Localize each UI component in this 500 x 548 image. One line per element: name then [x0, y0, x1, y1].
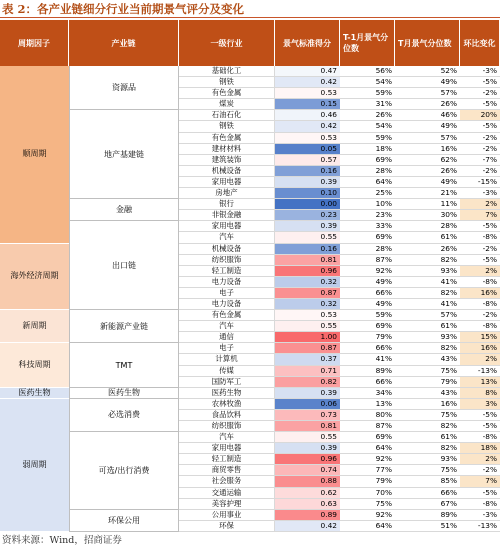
- mom-change: -15%: [460, 177, 500, 188]
- industry-name: 轻工制造: [179, 454, 275, 465]
- prev-percentile: 69%: [340, 155, 395, 166]
- mom-change: -13%: [460, 366, 500, 377]
- score-value: 0.63: [275, 499, 340, 510]
- mom-change: 18%: [460, 443, 500, 454]
- cycle-group: 顺周期: [0, 66, 69, 244]
- score-value: 0.87: [275, 343, 340, 354]
- header-prev-pct: T-1月景气分位数: [340, 20, 395, 66]
- mom-change: -8%: [460, 499, 500, 510]
- score-value: 0.00: [275, 199, 340, 210]
- score-value: 0.96: [275, 454, 340, 465]
- curr-percentile: 11%: [395, 199, 460, 210]
- industry-name: 房地产: [179, 188, 275, 199]
- prev-percentile: 69%: [340, 232, 395, 243]
- curr-percentile: 61%: [395, 232, 460, 243]
- industry-name: 通信: [179, 332, 275, 343]
- industry-name: 钢铁: [179, 121, 275, 132]
- mom-change: -8%: [460, 432, 500, 443]
- score-value: 0.16: [275, 244, 340, 255]
- prev-percentile: 66%: [340, 288, 395, 299]
- prev-percentile: 41%: [340, 354, 395, 365]
- score-value: 0.81: [275, 255, 340, 266]
- mom-change: -13%: [460, 521, 500, 532]
- prev-percentile: 77%: [340, 465, 395, 476]
- score-value: 0.15: [275, 99, 340, 110]
- prev-percentile: 59%: [340, 88, 395, 99]
- curr-percentile: 28%: [395, 221, 460, 232]
- prev-percentile: 33%: [340, 221, 395, 232]
- mom-change: -2%: [460, 310, 500, 321]
- score-value: 0.05: [275, 144, 340, 155]
- curr-percentile: 61%: [395, 432, 460, 443]
- industry-name: 有色金属: [179, 88, 275, 99]
- prev-percentile: 87%: [340, 421, 395, 432]
- curr-percentile: 49%: [395, 77, 460, 88]
- mom-change: 2%: [460, 266, 500, 277]
- prev-percentile: 23%: [340, 210, 395, 221]
- industry-name: 家用电器: [179, 443, 275, 454]
- industry-name: 环保: [179, 521, 275, 532]
- prev-percentile: 54%: [340, 121, 395, 132]
- curr-percentile: 26%: [395, 244, 460, 255]
- prev-percentile: 26%: [340, 110, 395, 121]
- curr-percentile: 57%: [395, 133, 460, 144]
- curr-percentile: 46%: [395, 110, 460, 121]
- curr-percentile: 26%: [395, 99, 460, 110]
- curr-percentile: 43%: [395, 388, 460, 399]
- curr-percentile: 41%: [395, 299, 460, 310]
- score-value: 0.37: [275, 354, 340, 365]
- chain-cell: 可选/出行消费: [69, 432, 179, 510]
- mom-change: -7%: [460, 155, 500, 166]
- curr-percentile: 75%: [395, 465, 460, 476]
- curr-percentile: 43%: [395, 354, 460, 365]
- header-chain: 产业链: [69, 20, 179, 66]
- score-value: 0.39: [275, 221, 340, 232]
- prev-percentile: 28%: [340, 244, 395, 255]
- curr-percentile: 79%: [395, 377, 460, 388]
- score-value: 0.32: [275, 277, 340, 288]
- mom-change: -5%: [460, 221, 500, 232]
- score-value: 0.55: [275, 321, 340, 332]
- curr-percentile: 89%: [395, 510, 460, 521]
- mom-change: -2%: [460, 133, 500, 144]
- prev-percentile: 54%: [340, 77, 395, 88]
- prev-percentile: 89%: [340, 366, 395, 377]
- prev-percentile: 64%: [340, 177, 395, 188]
- industry-name: 家用电器: [179, 177, 275, 188]
- mom-change: -8%: [460, 277, 500, 288]
- chain-cell: 环保公用: [69, 510, 179, 532]
- industry-name: 电力设备: [179, 299, 275, 310]
- mom-change: -2%: [460, 88, 500, 99]
- industry-name: 医药生物: [179, 388, 275, 399]
- header-industry: 一级行业: [179, 20, 275, 66]
- mom-change: -2%: [460, 144, 500, 155]
- prev-percentile: 87%: [340, 255, 395, 266]
- industry-name: 食品饮料: [179, 410, 275, 421]
- mom-change: -3%: [460, 510, 500, 521]
- industry-table: [0, 20, 500, 532]
- mom-change: -5%: [460, 77, 500, 88]
- score-value: 0.88: [275, 476, 340, 487]
- curr-percentile: 82%: [395, 255, 460, 266]
- mom-change: -2%: [460, 166, 500, 177]
- curr-percentile: 57%: [395, 88, 460, 99]
- industry-name: 美容护理: [179, 499, 275, 510]
- score-value: 0.42: [275, 77, 340, 88]
- industry-name: 有色金属: [179, 133, 275, 144]
- score-value: 0.96: [275, 266, 340, 277]
- mom-change: 2%: [460, 199, 500, 210]
- industry-name: 汽车: [179, 232, 275, 243]
- mom-change: 2%: [460, 354, 500, 365]
- score-value: 0.53: [275, 88, 340, 99]
- score-value: 0.39: [275, 177, 340, 188]
- prev-percentile: 92%: [340, 266, 395, 277]
- prev-percentile: 49%: [340, 299, 395, 310]
- score-value: 0.71: [275, 366, 340, 377]
- curr-percentile: 93%: [395, 266, 460, 277]
- mom-change: -2%: [460, 244, 500, 255]
- score-value: 0.74: [275, 465, 340, 476]
- curr-percentile: 93%: [395, 454, 460, 465]
- mom-change: -5%: [460, 488, 500, 499]
- prev-percentile: 79%: [340, 476, 395, 487]
- score-value: 0.06: [275, 399, 340, 410]
- industry-name: 建材材料: [179, 144, 275, 155]
- curr-percentile: 93%: [395, 332, 460, 343]
- mom-change: 16%: [460, 288, 500, 299]
- industry-name: 交通运输: [179, 488, 275, 499]
- industry-name: 家用电器: [179, 221, 275, 232]
- score-value: 0.57: [275, 155, 340, 166]
- curr-percentile: 16%: [395, 144, 460, 155]
- prev-percentile: 70%: [340, 488, 395, 499]
- industry-name: 汽车: [179, 432, 275, 443]
- mom-change: 2%: [460, 454, 500, 465]
- score-value: 0.32: [275, 299, 340, 310]
- prev-percentile: 18%: [340, 144, 395, 155]
- score-value: 0.39: [275, 443, 340, 454]
- chain-cell: 资源品: [69, 66, 179, 110]
- chain-cell: 医药生物: [69, 388, 179, 399]
- industry-name: 纺织服饰: [179, 421, 275, 432]
- cycle-group: 新周期: [0, 310, 69, 343]
- prev-percentile: 92%: [340, 454, 395, 465]
- mom-change: -5%: [460, 99, 500, 110]
- curr-percentile: 49%: [395, 121, 460, 132]
- score-value: 0.73: [275, 410, 340, 421]
- curr-percentile: 21%: [395, 188, 460, 199]
- curr-percentile: 26%: [395, 166, 460, 177]
- industry-name: 电子: [179, 288, 275, 299]
- prev-percentile: 66%: [340, 343, 395, 354]
- mom-change: 16%: [460, 343, 500, 354]
- score-value: 0.16: [275, 166, 340, 177]
- prev-percentile: 79%: [340, 332, 395, 343]
- mom-change: 7%: [460, 210, 500, 221]
- curr-percentile: 41%: [395, 277, 460, 288]
- header-score: 景气标准得分: [275, 20, 340, 66]
- prev-percentile: 10%: [340, 199, 395, 210]
- header-cycle-factor: 周期因子: [0, 20, 69, 66]
- score-value: 0.42: [275, 521, 340, 532]
- prev-percentile: 49%: [340, 277, 395, 288]
- cycle-group: 海外经济周期: [0, 244, 69, 311]
- chain-cell: 必选消费: [69, 399, 179, 432]
- prev-percentile: 66%: [340, 377, 395, 388]
- chain-cell: TMT: [69, 343, 179, 387]
- prev-percentile: 34%: [340, 388, 395, 399]
- header-curr-pct: T月景气分位数: [395, 20, 460, 66]
- curr-percentile: 75%: [395, 410, 460, 421]
- score-value: 0.39: [275, 388, 340, 399]
- mom-change: -5%: [460, 255, 500, 266]
- cycle-group: 弱周期: [0, 399, 69, 532]
- score-value: 0.55: [275, 432, 340, 443]
- curr-percentile: 57%: [395, 310, 460, 321]
- industry-name: 轻工制造: [179, 266, 275, 277]
- prev-percentile: 92%: [340, 510, 395, 521]
- mom-change: -3%: [460, 188, 500, 199]
- industry-name: 基础化工: [179, 66, 275, 77]
- score-value: 0.62: [275, 488, 340, 499]
- curr-percentile: 49%: [395, 177, 460, 188]
- curr-percentile: 82%: [395, 443, 460, 454]
- prev-percentile: 64%: [340, 521, 395, 532]
- curr-percentile: 16%: [395, 399, 460, 410]
- score-value: 0.81: [275, 421, 340, 432]
- curr-percentile: 75%: [395, 366, 460, 377]
- industry-name: 煤炭: [179, 99, 275, 110]
- industry-name: 建筑装饰: [179, 155, 275, 166]
- cycle-group: 科技周期: [0, 343, 69, 387]
- mom-change: 7%: [460, 476, 500, 487]
- industry-name: 汽车: [179, 321, 275, 332]
- chain-cell: 地产基建链: [69, 110, 179, 199]
- prev-percentile: 28%: [340, 166, 395, 177]
- industry-name: 钢铁: [179, 77, 275, 88]
- prev-percentile: 25%: [340, 188, 395, 199]
- industry-name: 商贸零售: [179, 465, 275, 476]
- prev-percentile: 64%: [340, 443, 395, 454]
- industry-name: 计算机: [179, 354, 275, 365]
- industry-name: 传媒: [179, 366, 275, 377]
- industry-name: 石油石化: [179, 110, 275, 121]
- curr-percentile: 82%: [395, 343, 460, 354]
- score-value: 0.53: [275, 310, 340, 321]
- industry-name: 机械设备: [179, 244, 275, 255]
- curr-percentile: 51%: [395, 521, 460, 532]
- industry-name: 公用事业: [179, 510, 275, 521]
- industry-name: 银行: [179, 199, 275, 210]
- mom-change: -5%: [460, 421, 500, 432]
- curr-percentile: 52%: [395, 66, 460, 77]
- mom-change: -8%: [460, 232, 500, 243]
- industry-name: 机械设备: [179, 166, 275, 177]
- industry-name: 国防军工: [179, 377, 275, 388]
- table-title: 表 2：各产业链细分行业当前期景气评分及变化: [0, 0, 500, 18]
- score-value: 0.53: [275, 133, 340, 144]
- curr-percentile: 85%: [395, 476, 460, 487]
- mom-change: 8%: [460, 388, 500, 399]
- industry-name: 电力设备: [179, 277, 275, 288]
- curr-percentile: 82%: [395, 421, 460, 432]
- mom-change: 20%: [460, 110, 500, 121]
- score-value: 0.87: [275, 288, 340, 299]
- source-note: 资料来源：Wind，招商证券: [2, 535, 122, 546]
- curr-percentile: 30%: [395, 210, 460, 221]
- header-change: 环比变化: [460, 20, 500, 66]
- chain-cell: 金融: [69, 199, 179, 221]
- score-value: 0.55: [275, 232, 340, 243]
- chain-cell: 出口链: [69, 221, 179, 310]
- curr-percentile: 67%: [395, 499, 460, 510]
- prev-percentile: 69%: [340, 321, 395, 332]
- prev-percentile: 59%: [340, 310, 395, 321]
- industry-name: 电子: [179, 343, 275, 354]
- curr-percentile: 62%: [395, 155, 460, 166]
- prev-percentile: 13%: [340, 399, 395, 410]
- mom-change: -8%: [460, 299, 500, 310]
- score-value: 0.82: [275, 377, 340, 388]
- prev-percentile: 80%: [340, 410, 395, 421]
- score-value: 0.47: [275, 66, 340, 77]
- prev-percentile: 75%: [340, 499, 395, 510]
- mom-change: -3%: [460, 66, 500, 77]
- mom-change: 15%: [460, 332, 500, 343]
- mom-change: 13%: [460, 377, 500, 388]
- chain-cell: 新能源产业链: [69, 310, 179, 343]
- industry-name: 有色金属: [179, 310, 275, 321]
- industry-name: 社会服务: [179, 476, 275, 487]
- curr-percentile: 66%: [395, 488, 460, 499]
- curr-percentile: 82%: [395, 288, 460, 299]
- mom-change: 3%: [460, 399, 500, 410]
- prev-percentile: 59%: [340, 133, 395, 144]
- score-value: 0.46: [275, 110, 340, 121]
- industry-name: 纺织服饰: [179, 255, 275, 266]
- mom-change: -2%: [460, 465, 500, 476]
- prev-percentile: 69%: [340, 432, 395, 443]
- score-value: 0.10: [275, 188, 340, 199]
- mom-change: -8%: [460, 321, 500, 332]
- mom-change: -5%: [460, 121, 500, 132]
- curr-percentile: 61%: [395, 321, 460, 332]
- cycle-group: 医药生物: [0, 388, 69, 399]
- industry-name: 非银金融: [179, 210, 275, 221]
- prev-percentile: 31%: [340, 99, 395, 110]
- industry-name: 农林牧渔: [179, 399, 275, 410]
- score-value: 1.00: [275, 332, 340, 343]
- mom-change: -5%: [460, 410, 500, 421]
- score-value: 0.89: [275, 510, 340, 521]
- prev-percentile: 56%: [340, 66, 395, 77]
- score-value: 0.42: [275, 121, 340, 132]
- score-value: 0.23: [275, 210, 340, 221]
